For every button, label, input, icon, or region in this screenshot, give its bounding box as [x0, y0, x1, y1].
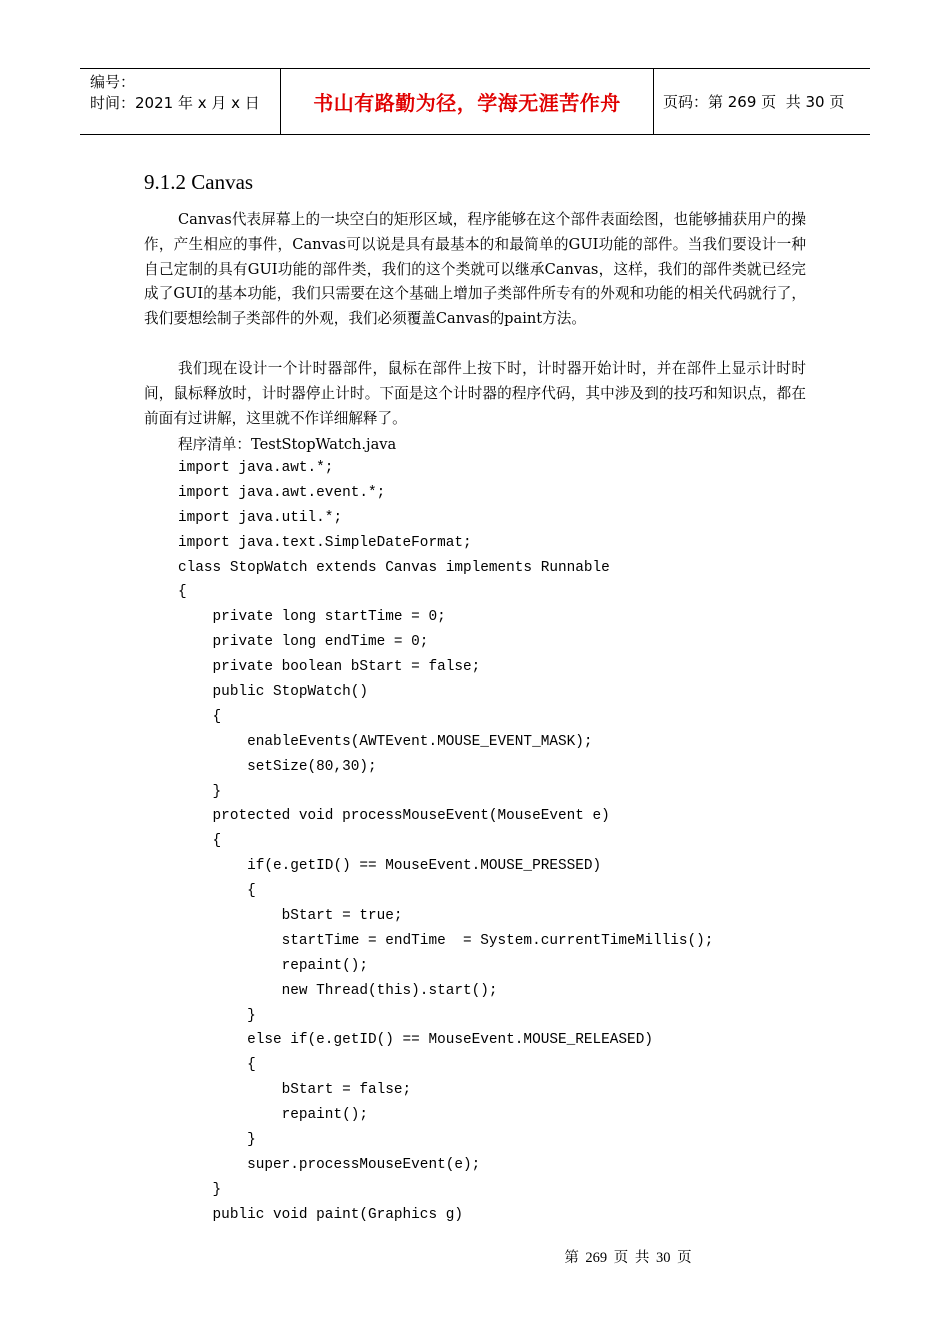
- page-header: [80, 68, 870, 135]
- code-line: {: [178, 1057, 256, 1074]
- header-page-cell: [654, 69, 870, 134]
- code-line: new Thread(this).start();: [178, 982, 498, 999]
- code-line: startTime = endTime = System.currentTimeMillis();: [178, 932, 714, 949]
- code-line: {: [178, 833, 222, 850]
- code-line: }: [178, 1007, 256, 1024]
- code-line: protected void processMouseEvent(MouseEvent e): [178, 808, 610, 825]
- paragraph-intro: Canvas代表屏幕上的一块空白的矩形区域，程序能够在这个部件表面绘图，也能够捕获用户的操作，产生相应的事件，Canvas可以说是具有最基本的和最简单的GUI功能的部件。当我们要设计一种自己定制的具有GUI功能的部件类，我们的这个类就可以继承Canvas，这样，我们的部件类就已经完成了GUI的基本功能，我们只需要在这个基础上增加子类部件所专有的外观和功能的相关代码就行了，我们要想绘制子类部件的外观，我们必须覆盖Canvas的paint方法。: [144, 211, 806, 328]
- section-title: 9.1.2 Canvas: [144, 170, 254, 194]
- header-motto-cell: [281, 69, 654, 134]
- paragraph-stopwatch: 我们现在设计一个计时器部件，鼠标在部件上按下时，计时器开始计时，并在部件上显示计时时间，鼠标释放时，计时器停止计时。下面是这个计时器的程序代码，其中涉及到的技巧和知识点，都在前面有过讲解，这里就不作详细解释了。: [144, 360, 806, 427]
- code-line: {: [178, 883, 256, 900]
- code-line: super.processMouseEvent(e);: [178, 1156, 481, 1173]
- serial-label: 编号：: [90, 73, 136, 91]
- code-line: private boolean bStart = false;: [178, 659, 481, 676]
- page-footer: 第 269 页 共 30 页: [564, 1250, 692, 1266]
- header-page-info: 页码：第 269 页 共 30 页: [663, 93, 845, 111]
- code-line: import java.text.SimpleDateFormat;: [178, 534, 472, 551]
- code-line: public void paint(Graphics g): [178, 1206, 463, 1223]
- code-line: else if(e.getID() == MouseEvent.MOUSE_RELEASED): [178, 1032, 653, 1049]
- code-line: repaint();: [178, 957, 368, 974]
- header-meta-cell: [80, 69, 281, 134]
- code-line: }: [178, 1132, 256, 1149]
- code-listing: [178, 456, 713, 1228]
- code-line: {: [178, 708, 222, 725]
- code-line: import java.awt.event.*;: [178, 484, 386, 501]
- code-line: class StopWatch extends Canvas implements Runnable: [178, 559, 610, 576]
- code-line: bStart = false;: [178, 1082, 412, 1099]
- code-line: private long startTime = 0;: [178, 609, 446, 626]
- code-line: setSize(80,30);: [178, 758, 377, 775]
- code-line: import java.util.*;: [178, 509, 343, 526]
- code-line: }: [178, 783, 222, 800]
- motto-text: 书山有路勤为径，学海无涯苦作舟: [313, 91, 621, 115]
- code-line: private long endTime = 0;: [178, 634, 429, 651]
- code-line: }: [178, 1181, 222, 1198]
- code-line: enableEvents(AWTEvent.MOUSE_EVENT_MASK);: [178, 733, 593, 750]
- code-line: if(e.getID() == MouseEvent.MOUSE_PRESSED): [178, 858, 602, 875]
- code-line: {: [178, 584, 187, 601]
- code-line: repaint();: [178, 1107, 368, 1124]
- listing-title: 程序清单：TestStopWatch.java: [178, 436, 397, 453]
- date-label: 时间：2021 年 x 月 x 日: [90, 94, 260, 112]
- code-line: bStart = true;: [178, 908, 403, 925]
- code-line: import java.awt.*;: [178, 460, 334, 476]
- code-line: public StopWatch(): [178, 684, 368, 701]
